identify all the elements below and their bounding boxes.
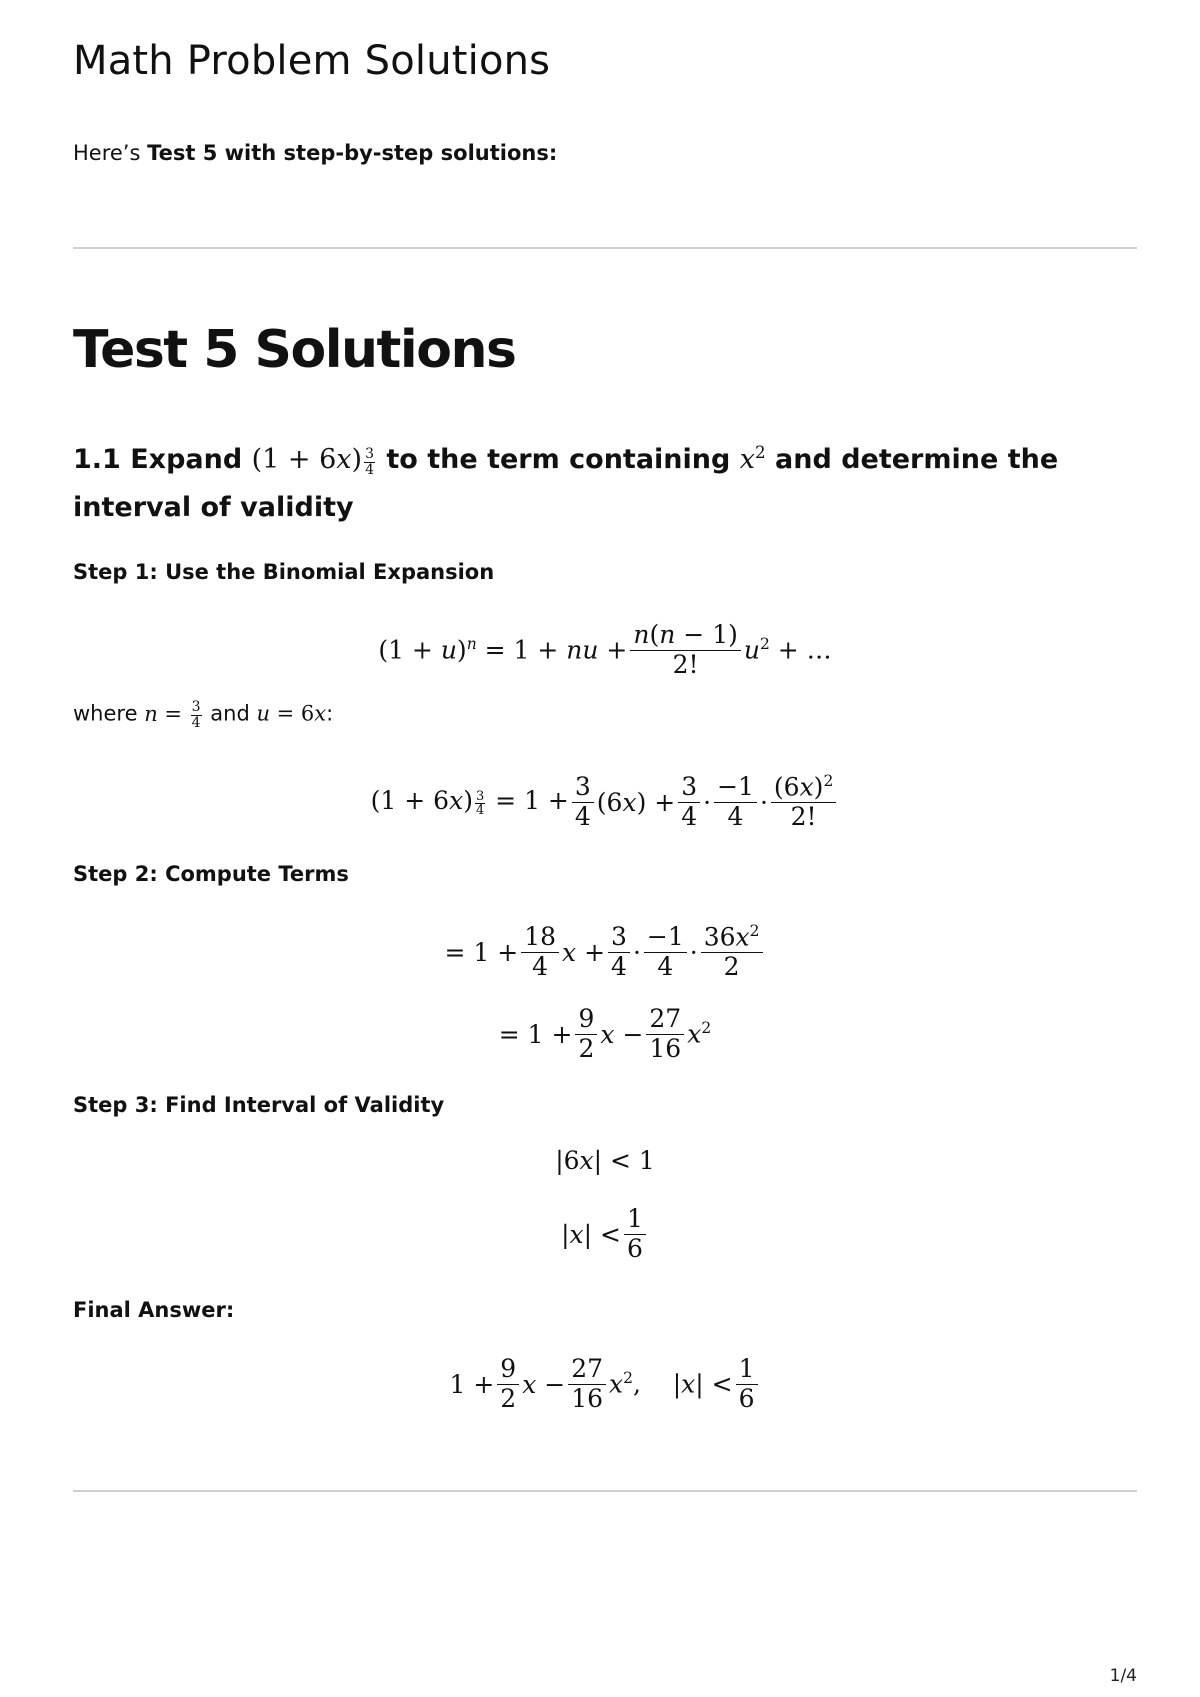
n-value: n = $\frac{3}{4}$ [144, 699, 201, 731]
step-1-label: Step 1: Use the Binomial Expansion [73, 560, 495, 584]
simplified-equation: = 1 + $\frac{9}{2}$ x − $\frac{27}{16}$ $x^2$ [498, 1003, 712, 1063]
where-suffix: : [326, 701, 334, 726]
where-middle: and [203, 701, 257, 726]
problem-term: $x^2$ [739, 442, 766, 475]
document-title: Math Problem Solutions [73, 38, 551, 84]
document-page [73, 0, 1137, 1697]
intro-text [73, 141, 557, 165]
horizontal-divider [73, 1490, 1137, 1492]
u-value: u = 6x [256, 701, 327, 726]
binomial-formula: $(1 + u)^n = 1$ + nu + $\frac{n(n - 1)}{2!}$ $u^2$ + … [378, 619, 832, 679]
step-2-label: Step 2: Compute Terms [73, 862, 349, 886]
problem-number: 1.1 Expand [73, 444, 252, 475]
problem-text-end: and determine the interval of validity [73, 444, 1059, 523]
computed-terms-equation: = 1 + $\frac{18}{4}$ x + $\frac{3}{4}$ · $\frac{-1}{4}$ · $\frac{36x^2}{2}$ [73, 914, 1137, 990]
horizontal-divider [73, 247, 1137, 249]
intro-prefix: Here’s [73, 141, 148, 165]
validity-condition: |6x| < 1 [555, 1145, 655, 1175]
intro-bold: Test 5 with step-by-step solutions: [147, 141, 558, 165]
step-3-label: Step 3: Find Interval of Validity [73, 1093, 445, 1117]
problem-heading [73, 428, 1137, 532]
problem-text-mid: to the term containing [376, 444, 740, 475]
validity-interval: |x| < $\frac{1}{6}$ [73, 1196, 1137, 1272]
page-number: 1/4 [1109, 1666, 1137, 1686]
problem-expression: (1 + 6x) $^{\frac{3}{4}}$ [251, 444, 374, 478]
final-answer-equation: 1 + $\frac{9}{2}$ x − $\frac{27}{16}$ $x^2$, |x| < $\frac{1}{6}$ [73, 1346, 1137, 1422]
substitution-text [73, 700, 333, 730]
where-prefix: where [73, 701, 145, 726]
section-heading: Test 5 Solutions [73, 320, 516, 380]
expansion-equation: (1 + 6x) $^{\frac{3}{4}}$ = 1 + $\frac{3}{4}$ (6x) + $\frac{3}{4}$ · $\frac{-1}{4}$ · $\frac{(6x)^2}{2!}$ [73, 764, 1137, 840]
final-answer-label: Final Answer: [73, 1298, 235, 1322]
